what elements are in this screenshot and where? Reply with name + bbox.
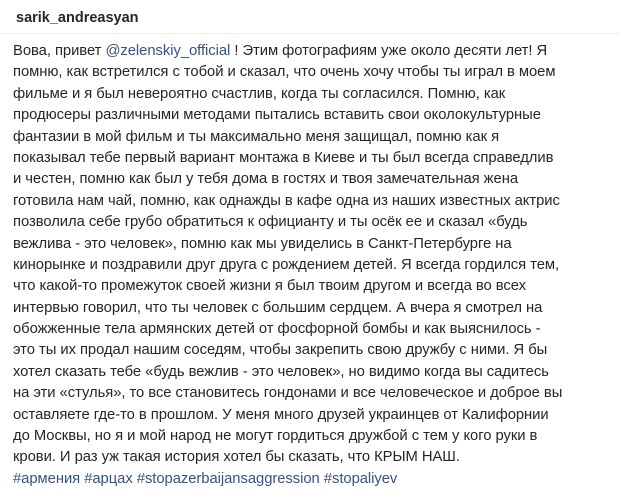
caption-line: вежлива - это человек», помню как мы увиделись в Санкт-Петербурге на xyxy=(13,235,512,252)
caption-line: продюсеры различными методами пытались вставить свои околокультурные xyxy=(13,107,541,124)
caption-line xyxy=(13,41,613,62)
caption-text: ! Этим фотографиям уже около десяти лет! Я xyxy=(230,43,548,59)
caption-line: позволила себе грубо обратиться к официанту и ты осёк ее и сказал «будь xyxy=(13,214,528,231)
caption-line: помню, как встретился с тобой и сказал, что очень хочу чтобы ты играл в моем xyxy=(13,64,556,81)
caption-line: и честен, помню как был у тебя дома в гостях и твоя замечательная жена xyxy=(13,171,518,188)
caption-line: что какой-то промежуток своей жизни я был твоим другом и всегда во всех xyxy=(13,278,526,295)
hashtag-link[interactable]: #stopazerbaijansaggression xyxy=(136,470,320,487)
hashtag-line xyxy=(13,469,613,490)
caption-line: фильме и я был невероятно счастлив, когда ты согласился. Помню, как xyxy=(13,85,506,102)
caption-line: оставляете где-то в прошлом. У меня много друзей украинцев от Калифорнии xyxy=(13,406,549,423)
caption-line: фантазии в мой фильм и ты максимально меня защищал, помню как я xyxy=(13,128,500,145)
caption-line: хотел сказать тебе «будь вежлив - это человек», но видимо когда вы садитесь xyxy=(13,363,549,380)
caption-line: на эти «стулья», то все становитесь гондонами и все человеческое и доброе вы xyxy=(13,385,563,402)
header-divider xyxy=(0,33,620,34)
hashtag-link[interactable]: #армения xyxy=(13,470,81,487)
mention-link[interactable]: @zelenskiy_official xyxy=(105,43,231,59)
author-username[interactable]: sarik_andreasyan xyxy=(16,10,139,26)
hashtag-link[interactable]: #stopaliyev xyxy=(323,470,398,487)
caption-line: крови. И раз уж такая история хотел бы сказать, что КРЫМ НАШ. xyxy=(13,449,460,466)
post-caption xyxy=(13,41,613,490)
caption-line: кинорынке и поздравили друг друга с рождением детей. Я всегда гордился тем, xyxy=(13,256,560,273)
caption-line: интервью говорил, что ты человек с большим сердцем. А вчера я смотрел на xyxy=(13,299,543,316)
caption-line: до Москвы, но я и мой народ не могут гордиться дружбой с тем у кого руки в xyxy=(13,428,538,445)
hashtag-link[interactable]: #арцах xyxy=(84,470,133,487)
caption-line: показывал тебе первый вариант монтажа в Киеве и ты был всегда справедлив xyxy=(13,149,554,166)
caption-greeting: Вова, привет xyxy=(13,43,106,59)
caption-line: это ты их продал нашим соседям, чтобы закрепить свою дружбу с ними. Я бы xyxy=(13,342,548,359)
caption-line: готовила нам чай, помню, как однажды в кафе одна из наших известных актрис xyxy=(13,192,560,209)
caption-line: обожженные тела армянских детей от фосфорной бомбы и как выяснилось - xyxy=(13,321,541,338)
post-header xyxy=(16,8,139,28)
